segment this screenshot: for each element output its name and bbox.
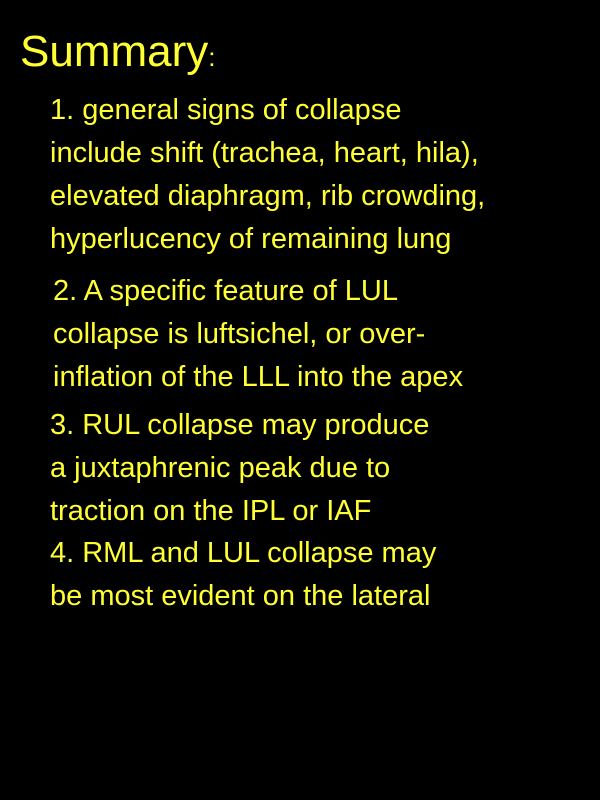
summary-item-2-line-1: 2. A specific feature of LUL: [53, 275, 398, 307]
summary-item-1: [50, 89, 485, 261]
summary-item-1-line-1: 1. general signs of collapse: [50, 94, 402, 126]
summary-item-4: [50, 532, 436, 618]
summary-item-2-line-3: inflation of the LLL into the apex: [53, 361, 464, 393]
summary-item-3-line-1: 3. RUL collapse may produce: [50, 409, 430, 441]
summary-item-2-line-2: collapse is luftsichel, or over-: [53, 318, 426, 350]
slide-title-text: Summary: [20, 27, 209, 76]
summary-item-3-line-3: traction on the IPL or IAF: [50, 495, 372, 527]
summary-item-1-line-2: include shift (trachea, heart, hila),: [50, 137, 479, 169]
summary-item-3: [50, 404, 429, 533]
summary-item-4-line-1: 4. RML and LUL collapse may: [50, 537, 437, 569]
summary-item-3-line-2: a juxtaphrenic peak due to: [50, 452, 391, 484]
summary-item-4-line-2: be most evident on the lateral: [50, 580, 431, 612]
summary-item-1-line-3: elevated diaphragm, rib crowding,: [50, 180, 486, 212]
summary-item-1-line-4: hyperlucency of remaining lung: [50, 223, 452, 255]
summary-item-2: [53, 270, 463, 399]
slide-title-colon: :: [208, 42, 216, 72]
slide-title: [20, 28, 215, 81]
